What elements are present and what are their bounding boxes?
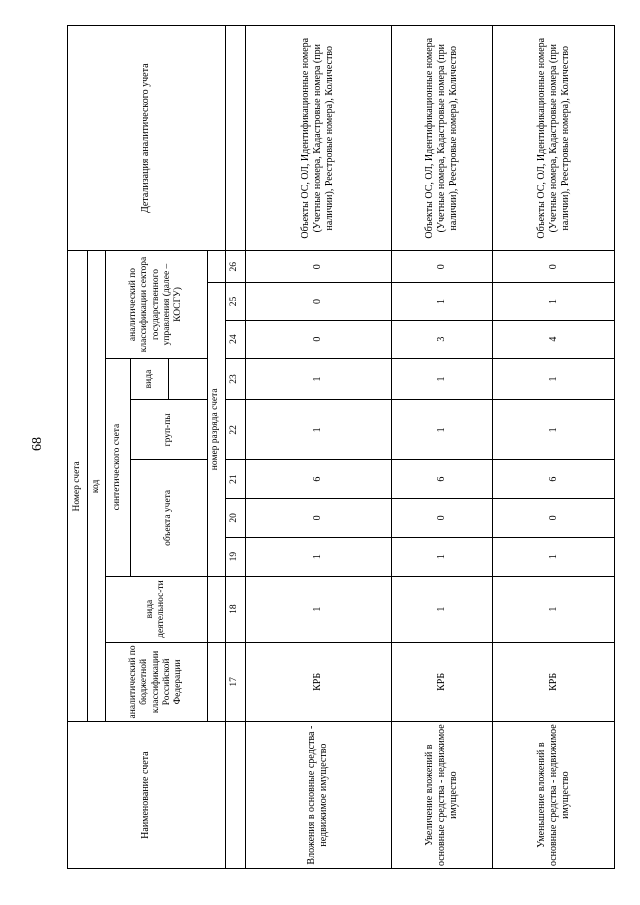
header-account-number: Номер счета (68, 251, 88, 722)
column-number: 22 (225, 400, 245, 460)
header-group: груп-пы (131, 400, 208, 460)
account-name-cell: Уменьшение вложений в основные средства - недвижимое имущество (493, 722, 615, 869)
header-analytic-bk: аналитический по бюджетной классификации Российской Федерации (106, 642, 207, 722)
column-number: 21 (225, 460, 245, 499)
cell-c23: 1 (493, 358, 615, 400)
cell-c24: 3 (392, 320, 493, 358)
header-digit-spacer-mid (207, 576, 225, 642)
account-name-cell: Вложения в основные средства - недвижимое имущество (245, 722, 391, 869)
column-number-empty (225, 722, 245, 869)
cell-c26: 0 (392, 251, 493, 283)
column-number-row (225, 26, 245, 869)
column-number: 23 (225, 358, 245, 400)
cell-c25: 1 (493, 283, 615, 321)
header-kind-spacer (169, 358, 207, 400)
column-number: 26 (225, 251, 245, 283)
cell-c25: 0 (245, 283, 391, 321)
column-number: 19 (225, 537, 245, 576)
page-number: 68 (30, 437, 45, 451)
cell-c17: КРБ (245, 642, 391, 722)
column-number: 25 (225, 283, 245, 321)
detail-cell: Объекты ОС, ОЛ, Идентификационные номера (Учетные номера, Кадастровые номера (при наличии), Реестровые номера), Количество (392, 26, 493, 251)
accounts-table (67, 25, 615, 869)
header-kind: вида (131, 358, 169, 400)
header-detail: Детализация аналитического учета (68, 26, 226, 251)
header-account-name: Наименование счета (68, 722, 226, 869)
cell-c25: 1 (392, 283, 493, 321)
cell-c23: 1 (392, 358, 493, 400)
cell-c22: 1 (493, 400, 615, 460)
cell-c26: 0 (245, 251, 391, 283)
table-row (245, 26, 391, 869)
cell-c17: КРБ (392, 642, 493, 722)
table-row (493, 26, 615, 869)
header-digit-number: номер разряда счета (207, 283, 225, 576)
cell-c19: 1 (392, 537, 493, 576)
table-frame (67, 25, 615, 869)
cell-c22: 1 (245, 400, 391, 460)
account-name-cell: Увеличение вложений в основные средства - недвижимое имущество (392, 722, 493, 869)
detail-cell: Объекты ОС, ОЛ, Идентификационные номера (Учетные номера, Кадастровые номера (при наличии), Реестровые номера), Количество (493, 26, 615, 251)
cell-c18: 1 (245, 576, 391, 642)
cell-c19: 1 (493, 537, 615, 576)
header-synthetic: синтетического счета (106, 358, 131, 576)
header-digit-spacer-left (207, 642, 225, 722)
cell-c24: 4 (493, 320, 615, 358)
cell-c24: 0 (245, 320, 391, 358)
table-row (392, 26, 493, 869)
cell-c19: 1 (245, 537, 391, 576)
detail-cell: Объекты ОС, ОЛ, Идентификационные номера (Учетные номера, Кадастровые номера (при наличии), Реестровые номера), Количество (245, 26, 391, 251)
cell-c18: 1 (392, 576, 493, 642)
column-number: 20 (225, 498, 245, 537)
cell-c21: 6 (493, 460, 615, 499)
header-code: код (88, 251, 106, 722)
cell-c21: 6 (392, 460, 493, 499)
column-number: 24 (225, 320, 245, 358)
cell-c22: 1 (392, 400, 493, 460)
cell-c18: 1 (493, 576, 615, 642)
rotated-table-container (67, 25, 615, 869)
cell-c21: 6 (245, 460, 391, 499)
cell-c23: 1 (245, 358, 391, 400)
column-number: 18 (225, 576, 245, 642)
cell-c20: 0 (392, 498, 493, 537)
cell-c26: 0 (493, 251, 615, 283)
cell-c20: 0 (493, 498, 615, 537)
header-activity-type: вида деятельнос-ти (106, 576, 207, 642)
column-number: 17 (225, 642, 245, 722)
header-object: объекта учета (131, 460, 208, 576)
cell-c17: КРБ (493, 642, 615, 722)
header-analytic-kosgu: аналитический по классификации сектора государственного управления (далее – КОСГУ) (106, 251, 207, 358)
cell-c20: 0 (245, 498, 391, 537)
column-number-empty (225, 26, 245, 251)
